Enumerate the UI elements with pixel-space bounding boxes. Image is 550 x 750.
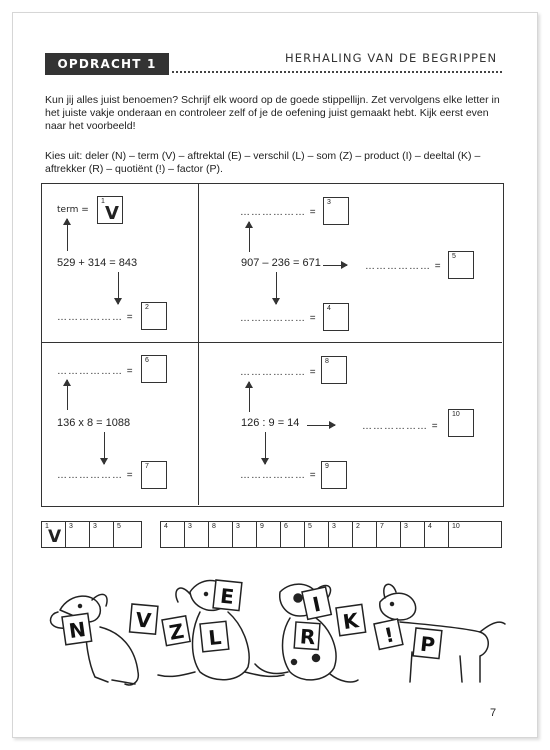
answer-box-7[interactable] <box>141 461 167 489</box>
letter-cell-number: 4 <box>164 523 168 530</box>
letter-cell-number: 3 <box>404 523 408 530</box>
box-number: 6 <box>145 357 149 364</box>
answer-line-2[interactable]: ……………… = <box>57 312 134 323</box>
arrow-up <box>249 222 250 252</box>
instructions: Kun jij alles juist benoemen? Schrijf elk woord op de goede stippellijn. Zet vervolgens elke letter in het juiste vakje onderaan en controleer zelf of je de oefening juist gemaakt hebt. Kijk eerst even naar het voorbeeld! <box>45 94 500 132</box>
letter-cell-number: 3 <box>93 523 97 530</box>
card-letter: N <box>67 616 88 644</box>
answer-box-9[interactable] <box>321 461 347 489</box>
answer-box-8[interactable] <box>321 356 347 384</box>
box-number: 2 <box>145 304 149 311</box>
equation-difference: 907 – 236 = 671 <box>241 257 321 269</box>
letter-cell-answer: V <box>48 527 62 547</box>
answer-box-10[interactable] <box>448 409 474 437</box>
arrow-down <box>276 272 277 304</box>
card-letter: E <box>219 583 236 609</box>
exercise-tag: OPDRACHT 1 <box>45 53 169 75</box>
letter-cell[interactable] <box>401 522 425 547</box>
box-number: 10 <box>452 411 460 418</box>
card-letter: P <box>419 631 437 658</box>
box-number: 5 <box>452 253 456 260</box>
letter-cell[interactable] <box>257 522 281 547</box>
letter-cell-number: 3 <box>332 523 336 530</box>
letter-cell-number: 10 <box>452 523 460 530</box>
arrow-right <box>307 425 335 426</box>
letter-cell-number: 4 <box>428 523 432 530</box>
equation-product: 136 x 8 = 1088 <box>57 417 131 429</box>
arrow-down <box>265 432 266 464</box>
arrow-right <box>323 265 347 266</box>
answer-line-10[interactable]: ……………… = <box>362 421 439 432</box>
letter-cell[interactable] <box>425 522 449 547</box>
letter-cell[interactable] <box>114 522 138 547</box>
arrow-up <box>67 380 68 410</box>
letter-cell[interactable] <box>305 522 329 547</box>
letter-strip-word-1 <box>41 521 142 548</box>
answer-line-4[interactable]: ……………… = <box>240 313 317 324</box>
grid-divider-vertical <box>198 183 199 505</box>
card-letter: V <box>134 607 153 633</box>
letter-cell-number: 8 <box>212 523 216 530</box>
box-answer: V <box>105 203 119 224</box>
box-number: 8 <box>325 358 329 365</box>
letter-cell[interactable] <box>233 522 257 547</box>
dogs-with-letter-cards-illustration <box>40 572 510 702</box>
arrow-up <box>249 382 250 412</box>
letter-cell[interactable] <box>209 522 233 547</box>
letter-strip-word-2 <box>160 521 502 548</box>
letter-cell-number: 3 <box>188 523 192 530</box>
arrow-down <box>104 432 105 464</box>
letter-cell[interactable] <box>66 522 90 547</box>
answer-line-6[interactable]: ……………… = <box>57 366 134 377</box>
answer-line-7[interactable]: ……………… = <box>57 470 134 481</box>
exercise-title: HERHALING VAN DE BEGRIPPEN <box>285 51 498 65</box>
letter-cell-number: 6 <box>284 523 288 530</box>
arrow-down <box>118 272 119 304</box>
card-letter: I <box>310 591 323 617</box>
arrow-up <box>67 219 68 251</box>
card-letter: Z <box>167 618 186 645</box>
grid-divider-horizontal <box>41 342 502 343</box>
box-number: 3 <box>327 199 331 206</box>
card-letter: L <box>207 624 223 651</box>
header-dotted-line <box>172 71 502 73</box>
term-label: term = <box>57 205 89 215</box>
letter-cell-number: 5 <box>117 523 121 530</box>
answer-line-8[interactable]: ……………… = <box>240 367 317 378</box>
answer-box-4[interactable] <box>323 303 349 331</box>
letter-cell-number: 9 <box>260 523 264 530</box>
equation-quotient: 126 : 9 = 14 <box>241 417 300 429</box>
answer-line-5[interactable]: ……………… = <box>365 261 442 272</box>
letter-cell-number: 2 <box>356 523 360 530</box>
card-letter: K <box>341 608 361 635</box>
letter-cell[interactable] <box>185 522 209 547</box>
answer-line-9[interactable]: ……………… = <box>240 470 317 481</box>
box-number: 4 <box>327 305 331 312</box>
letter-cell-number: 3 <box>236 523 240 530</box>
exercise-grid <box>41 183 504 507</box>
letter-cell[interactable] <box>449 522 473 547</box>
letter-cell-number: 1 <box>45 523 49 530</box>
answer-box-6[interactable] <box>141 355 167 383</box>
letter-cell[interactable] <box>161 522 185 547</box>
equation-sum: 529 + 314 = 843 <box>57 257 138 269</box>
answer-line-3[interactable]: ……………… = <box>240 207 317 218</box>
letter-cell[interactable] <box>42 522 66 547</box>
answer-box-5[interactable] <box>448 251 474 279</box>
box-number: 7 <box>145 463 149 470</box>
card-letter: R <box>299 624 317 650</box>
card-letter: ! <box>382 622 397 648</box>
answer-box-3[interactable] <box>323 197 349 225</box>
box-number: 1 <box>101 198 105 205</box>
letter-cell[interactable] <box>329 522 353 547</box>
answer-box-1[interactable] <box>97 196 123 224</box>
box-number: 9 <box>325 463 329 470</box>
letter-cell-number: 5 <box>308 523 312 530</box>
letter-cell[interactable] <box>353 522 377 547</box>
letter-cell-number: 3 <box>69 523 73 530</box>
letter-cell-number: 7 <box>380 523 384 530</box>
answer-box-2[interactable] <box>141 302 167 330</box>
page-number: 7 <box>490 707 497 719</box>
letter-cell[interactable] <box>90 522 114 547</box>
word-choices: Kies uit: deler (N) – term (V) – aftrektal (E) – verschil (L) – som (Z) – product (I) – deeltal (K) – aftrekker (R) – quotiënt (!) – factor (P). <box>45 150 481 175</box>
letter-cell[interactable] <box>281 522 305 547</box>
letter-cell[interactable] <box>377 522 401 547</box>
